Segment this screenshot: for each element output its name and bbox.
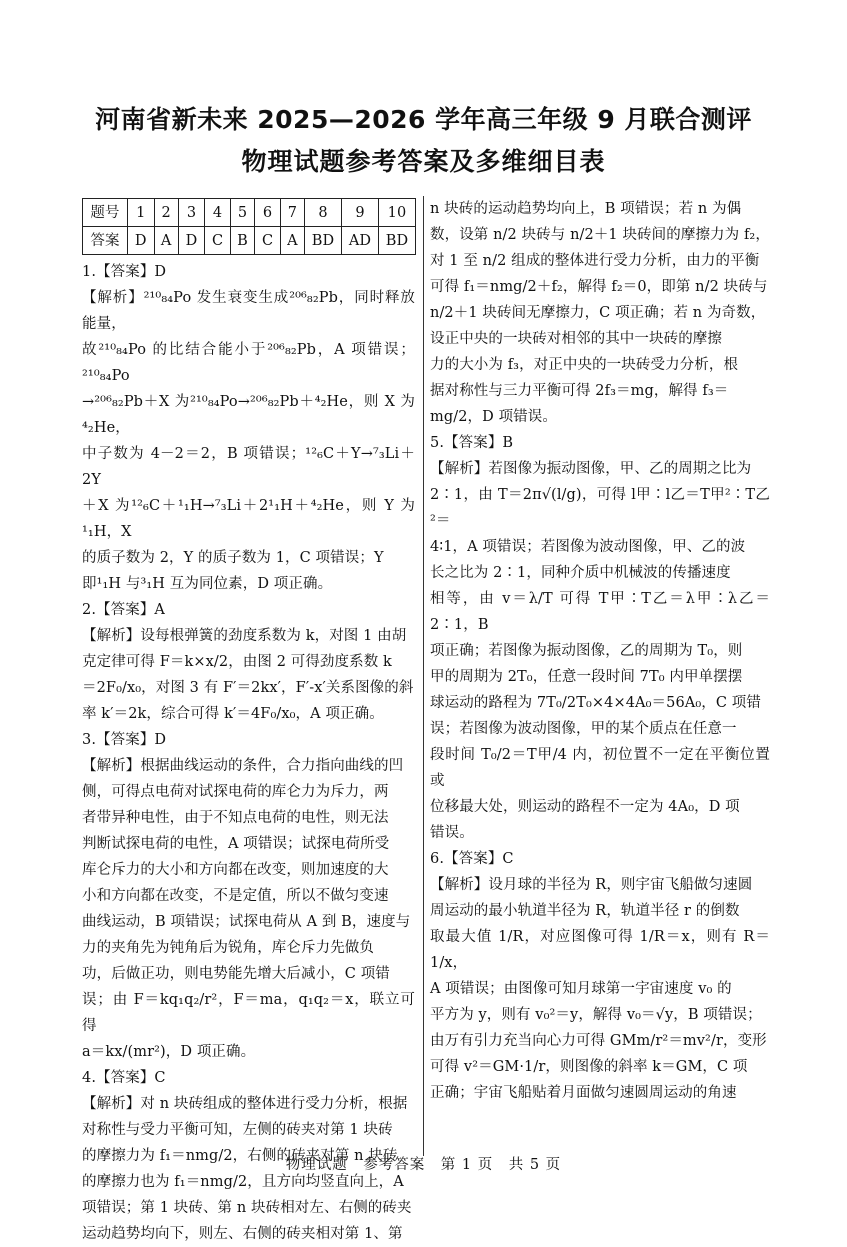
explanation-line: 的摩擦力也为 f₁＝nmg/2，且方向均竖直向上，A <box>82 1174 404 1190</box>
explanation-line: ＝2F₀/x₀，对图 3 有 F′＝2kx′，F′-x′关系图像的斜 <box>82 680 414 696</box>
explanation-line: 【解析】²¹⁰₈₄Po 发生衰变生成²⁰⁶₈₂Pb，同时释放能量， <box>82 290 415 332</box>
answer-heading: 3.【答案】D <box>82 732 167 748</box>
explanation-line: mg/2，D 项错误。 <box>430 409 557 425</box>
page-subtitle: 物理试题参考答案及多维细目表 <box>241 147 606 176</box>
explanation-line: 【解析】设每根弹簧的劲度系数为 k，对图 1 由胡 <box>82 628 407 644</box>
answer-heading: 2.【答案】A <box>82 602 166 618</box>
explanation-line: n/2＋1 块砖间无摩擦力，C 项正确；若 n 为奇数， <box>430 305 766 321</box>
page-footer: 物理试题 参考答案 第 1 页 共 5 页 <box>285 1157 562 1173</box>
table-cell: 10 <box>379 199 416 227</box>
explanation-line: 【解析】对 n 块砖组成的整体进行受力分析，根据 <box>82 1096 408 1112</box>
explanation-line: 的摩擦力为 f₁＝nmg/2，右侧的砖夹对第 n 块砖 <box>82 1148 398 1164</box>
explanation-line: 运动趋势均向下，则左、右侧的砖夹相对第 1、第 <box>82 1226 403 1242</box>
explanation-line: 对 1 至 n/2 组成的整体进行受力分析，由力的平衡 <box>430 253 760 269</box>
table-header-cell: 答案 <box>83 227 128 255</box>
explanation-line: a＝kx/(mr²)，D 项正确。 <box>82 1044 256 1060</box>
explanation-line: 率 k′＝2k，综合可得 k′＝4F₀/x₀，A 项正确。 <box>82 706 384 722</box>
explanation-line: 项错误；第 1 块砖、第 n 块砖相对左、右侧的砖夹 <box>82 1200 412 1216</box>
explanation-line: n 块砖的运动趋势均向上，B 项错误；若 n 为偶 <box>430 201 742 217</box>
explanation-line: 周运动的最小轨道半径为 R，轨道半径 r 的倒数 <box>430 903 740 919</box>
table-header-cell: 题号 <box>83 199 128 227</box>
answer-item <box>82 597 415 727</box>
answer-table-number-row <box>83 199 416 227</box>
answer-item <box>430 846 770 1106</box>
table-cell: D <box>128 227 155 255</box>
explanation-line: 段时间 T₀/2＝T甲/4 内，初位置不一定在平衡位置或 <box>430 747 770 789</box>
explanation-line: 【解析】设月球的半径为 R，则宇宙飞船做匀速圆 <box>430 877 753 893</box>
explanation-line: 取最大值 1/R，对应图像可得 1/R＝x，则有 R＝1/x， <box>430 929 770 971</box>
answer-item <box>82 259 415 597</box>
explanation-line: 由万有引力充当向心力可得 GMm/r²＝mv²/r，变形 <box>430 1033 767 1049</box>
explanation-line: 平方为 y，则有 v₀²＝y，解得 v₀＝√y，B 项错误； <box>430 1007 762 1023</box>
explanation-line: 4∶1，A 项错误；若图像为波动图像，甲、乙的波 <box>430 539 746 555</box>
table-cell: 6 <box>255 199 280 227</box>
explanation-line: 功，后做正功，则电势能先增大后减小，C 项错 <box>82 966 390 982</box>
explanation-line: 故²¹⁰₈₄Po 的比结合能小于²⁰⁶₈₂Pb，A 项错误；²¹⁰₈₄Po <box>82 342 415 384</box>
explanation-line: 2∶1，由 T＝2π√(l/g)，可得 l甲∶l乙＝T甲²∶T乙²＝ <box>430 487 770 529</box>
table-cell: A <box>154 227 178 255</box>
explanation-line: 小和方向都在改变，不是定值，所以不做匀变速 <box>82 888 389 904</box>
explanation-line: 力的夹角先为钝角后为锐角，库仑斥力先做负 <box>82 940 374 956</box>
table-cell: 8 <box>305 199 342 227</box>
explanation-line: 长之比为 2∶1，同种介质中机械波的传播速度 <box>430 565 731 581</box>
answer-heading: 1.【答案】D <box>82 264 167 280</box>
right-column <box>430 196 770 1106</box>
explanation-line: 对称性与受力平衡可知，左侧的砖夹对第 1 块砖 <box>82 1122 393 1138</box>
explanation-line: 误；若图像为波动图像，甲的某个质点在任意一 <box>430 721 737 737</box>
table-cell: D <box>178 227 205 255</box>
table-cell: 1 <box>128 199 155 227</box>
table-cell: A <box>280 227 304 255</box>
explanation-line: 可得 v²＝GM·1/r，则图像的斜率 k＝GM，C 项 <box>430 1059 748 1075</box>
explanation-line: 即¹₁H 与³₁H 互为同位素，D 项正确。 <box>82 576 333 592</box>
explanation-line: ＋X 为¹²₆C＋¹₁H→⁷₃Li＋2¹₁H＋⁴₂He，则 Y 为¹₁H，X <box>82 498 415 540</box>
table-cell: C <box>205 227 230 255</box>
table-cell: BD <box>305 227 342 255</box>
answer-table <box>82 198 416 255</box>
answer-heading: 6.【答案】C <box>430 851 514 867</box>
explanation-line: 曲线运动，B 项错误；试探电荷从 A 到 B，速度与 <box>82 914 411 930</box>
answer-item <box>430 196 770 430</box>
table-cell: B <box>230 227 255 255</box>
explanation-line: 数，设第 n/2 块砖与 n/2＋1 块砖间的摩擦力为 f₂， <box>430 227 770 243</box>
answer-item <box>430 430 770 846</box>
table-cell: 9 <box>342 199 379 227</box>
table-cell: AD <box>342 227 379 255</box>
table-cell: 2 <box>154 199 178 227</box>
explanation-line: 克定律可得 F＝k×x/2，由图 2 可得劲度系数 k <box>82 654 392 670</box>
left-answer-list <box>82 259 415 1247</box>
explanation-line: 判断试探电荷的电性，A 项错误；试探电荷所受 <box>82 836 390 852</box>
explanation-line: 甲的周期为 2T₀，任意一段时间 7T₀ 内甲单摆摆 <box>430 669 743 685</box>
table-cell: 4 <box>205 199 230 227</box>
explanation-line: 球运动的路程为 7T₀/2T₀×4×4A₀＝56A₀，C 项错 <box>430 695 761 711</box>
explanation-line: →²⁰⁶₈₂Pb＋X 为²¹⁰₈₄Po→²⁰⁶₈₂Pb＋⁴₂He，则 X 为⁴₂He， <box>82 394 415 436</box>
table-cell: C <box>255 227 280 255</box>
explanation-line: 库仑斥力的大小和方向都在改变，则加速度的大 <box>82 862 389 878</box>
explanation-line: 设正中央的一块砖对相邻的其中一块砖的摩擦 <box>430 331 722 347</box>
explanation-line: 相等，由 v＝λ/T 可得 T甲∶T乙＝λ甲∶λ乙＝2∶1，B <box>430 591 770 633</box>
explanation-line: 据对称性与三力平衡可得 2f₃＝mg，解得 f₃＝ <box>430 383 729 399</box>
explanation-line: 侧，可得点电荷对试探电荷的库仑力为斥力，两 <box>82 784 389 800</box>
explanation-line: 误；由 F＝kq₁q₂/r²，F＝ma，q₁q₂＝x，联立可得 <box>82 992 415 1034</box>
explanation-line: 错误。 <box>430 825 474 841</box>
column-divider <box>423 196 424 1156</box>
table-cell: 7 <box>280 199 304 227</box>
explanation-line: 力的大小为 f₃，对正中央的一块砖受力分析，根 <box>430 357 739 373</box>
explanation-line: 的质子数为 2，Y 的质子数为 1，C 项错误；Y <box>82 550 384 566</box>
answer-table-answer-row <box>83 227 416 255</box>
answer-item <box>82 727 415 1065</box>
explanation-line: 项正确；若图像为振动图像，乙的周期为 T₀，则 <box>430 643 743 659</box>
explanation-line: 正确；宇宙飞船贴着月面做匀速圆周运动的角速 <box>430 1085 737 1101</box>
table-cell: 5 <box>230 199 255 227</box>
table-cell: 3 <box>178 199 205 227</box>
answer-heading: 4.【答案】C <box>82 1070 166 1086</box>
explanation-line: 中子数为 4－2＝2，B 项错误；¹²₆C＋Y→⁷₃Li＋2Y <box>82 446 415 488</box>
explanation-line: 者带异种电性，由于不知点电荷的电性，则无法 <box>82 810 389 826</box>
explanation-line: A 项错误；由图像可知月球第一宇宙速度 v₀ 的 <box>430 981 732 997</box>
answer-heading: 5.【答案】B <box>430 435 514 451</box>
page-title: 河南省新未来 2025—2026 学年高三年级 9 月联合测评 <box>95 105 752 134</box>
table-cell: BD <box>379 227 416 255</box>
right-answer-list <box>430 196 770 1106</box>
explanation-line: 可得 f₁＝nmg/2＋f₂，解得 f₂＝0，即第 n/2 块砖与 <box>430 279 768 295</box>
explanation-line: 【解析】根据曲线运动的条件，合力指向曲线的凹 <box>82 758 404 774</box>
explanation-line: 【解析】若图像为振动图像，甲、乙的周期之比为 <box>430 461 752 477</box>
left-column <box>82 198 415 1247</box>
explanation-line: 位移最大处，则运动的路程不一定为 4A₀，D 项 <box>430 799 740 815</box>
